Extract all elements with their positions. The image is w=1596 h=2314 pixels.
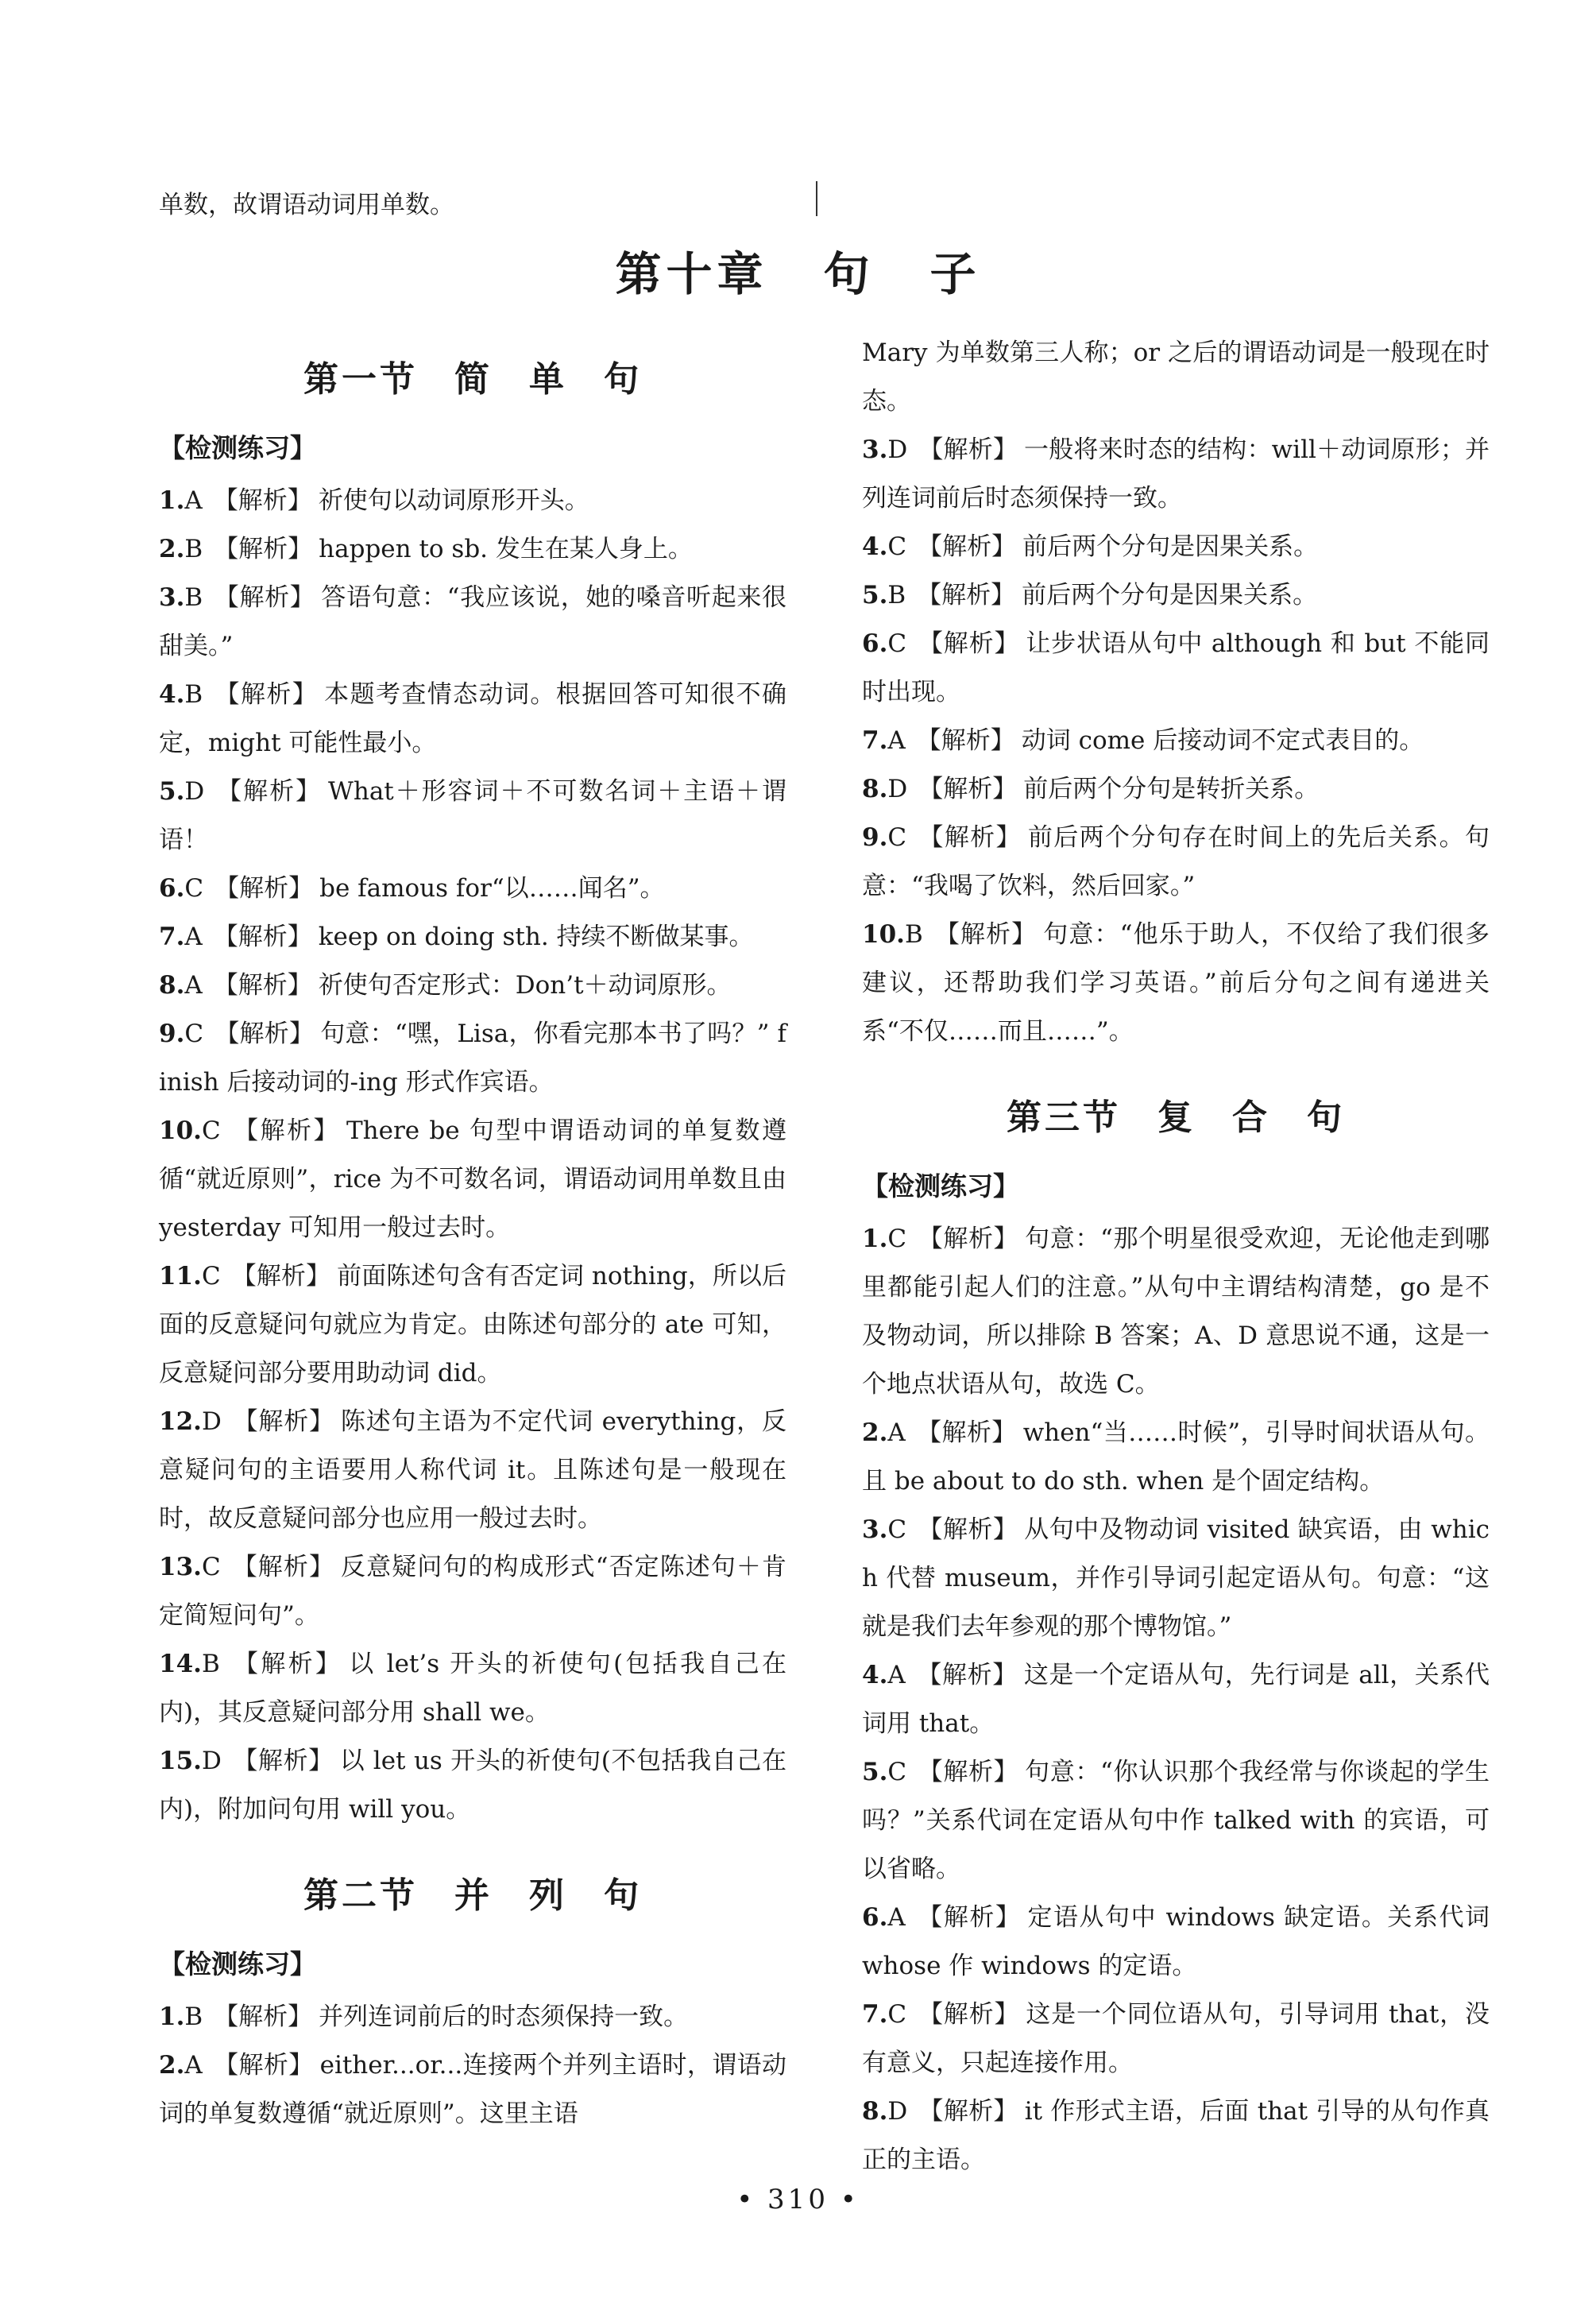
analysis-text: it 作形式主语，后面 that 引导的从句作真正的主语。	[862, 2097, 1490, 2174]
analysis-tag: 【解析】	[232, 1407, 334, 1436]
answer-choice: C	[887, 1758, 907, 1786]
answer-choice: A	[887, 726, 906, 755]
answer-number: 9.	[159, 1020, 185, 1048]
section-title-part: 第二节	[303, 1875, 418, 1916]
analysis-tag: 【解析】	[232, 1747, 334, 1775]
answer-item	[159, 1107, 786, 1252]
answer-number: 3.	[862, 435, 888, 464]
answer-number: 7.	[159, 923, 185, 951]
answer-choice: C	[184, 874, 204, 903]
answer-choice: C	[201, 1262, 221, 1290]
section-title-simple-sentence	[159, 340, 786, 420]
answer-item	[159, 865, 786, 913]
answer-item	[862, 765, 1490, 814]
answer-item	[862, 1748, 1490, 1894]
section-title-part: 第一节	[303, 359, 418, 400]
analysis-text: 从句中及物动词 visited 缺宾语，由 which 代替 museum，并作引导词引起定语从句。句意：“这就是我们去年参观的那个博物馆。”	[862, 1515, 1490, 1641]
section2-answer-list	[159, 1993, 786, 2138]
answer-item	[159, 768, 786, 865]
left-column	[159, 340, 786, 2138]
answer-choice: B	[184, 583, 203, 612]
answer-choice: A	[184, 971, 203, 1000]
analysis-text: 祈使句以动词原形开头。	[318, 486, 589, 515]
answer-choice: C	[887, 532, 907, 561]
answer-number: 3.	[862, 1515, 888, 1544]
page-number: • 310 •	[736, 2184, 860, 2215]
right-column	[862, 329, 1490, 2184]
carry-over-text: 单数，故谓语动词用单数。	[159, 191, 454, 219]
answer-item	[159, 477, 786, 525]
answer-item	[159, 525, 786, 574]
analysis-text: 前后两个分句是因果关系。	[1022, 532, 1319, 561]
answer-number: 4.	[862, 532, 888, 561]
answer-item	[862, 1215, 1490, 1409]
answer-item	[862, 426, 1490, 523]
answer-number: 8.	[862, 2097, 888, 2126]
answer-number: 1.	[159, 486, 185, 515]
answer-choice: A	[184, 923, 203, 951]
analysis-text: There be 句型中谓语动词的单复数遵循“就近原则”，rice 为不可数名词，谓语动词用单数且由 yesterday 可知用一般过去时。	[159, 1116, 786, 1242]
section-title-part: 单	[529, 359, 567, 400]
analysis-text: 前后两个分句存在时间上的先后关系。句意：“我喝了饮料，然后回家。”	[862, 823, 1490, 900]
analysis-tag: 【解析】	[214, 2002, 313, 2031]
answer-item	[862, 717, 1490, 765]
analysis-tag: 【解析】	[213, 923, 312, 951]
analysis-text: 一般将来时态的结构：will＋动词原形；并列连词前后时态须保持一致。	[862, 435, 1490, 513]
answer-choice: B	[184, 2002, 203, 2031]
analysis-tag: 【解析】	[213, 971, 312, 1000]
answer-item	[862, 1651, 1490, 1748]
analysis-tag: 【解析】	[231, 1553, 335, 1581]
chapter-title-part: 第十章	[615, 247, 768, 301]
section2-answer-list-continued	[862, 426, 1490, 1056]
analysis-text: 句意：“你认识那个我经常与你谈起的学生吗？”关系代词在定语从句中作 talked with 的宾语，可以省略。	[862, 1758, 1490, 1883]
answer-choice: A	[887, 1418, 906, 1447]
answer-choice: B	[184, 680, 203, 709]
answer-item	[862, 1991, 1490, 2088]
answer-choice: C	[887, 629, 907, 658]
analysis-tag: 【解析】	[213, 2051, 314, 2080]
answer-choice: A	[184, 2051, 203, 2080]
answer-choice: D	[201, 1747, 222, 1775]
section3-answer-list	[862, 1215, 1490, 2184]
section1-answer-list	[159, 477, 786, 1834]
analysis-text: 反意疑问句的构成形式“否定陈述句＋肯定简短问句”。	[159, 1553, 786, 1630]
analysis-tag: 【解析】	[230, 1650, 343, 1678]
answer-number: 9.	[862, 823, 888, 852]
analysis-text: 句意：“那个明星很受欢迎，无论他走到哪里都能引起人们的注意。”从句中主谓结构清楚，go 是不及物动词，所以排除 B 答案；A、D 意思说不通，这是一个地点状语从句，故选 C。	[862, 1225, 1490, 1399]
answer-item	[159, 574, 786, 671]
answer-choice: A	[184, 486, 203, 515]
answer-choice: D	[887, 775, 908, 803]
analysis-tag: 【解析】	[918, 775, 1018, 803]
analysis-text: keep on doing sth. 持续不断做某事。	[318, 923, 754, 951]
analysis-tag: 【解析】	[214, 535, 313, 563]
answer-choice: C	[887, 1225, 907, 1253]
answer-number: 8.	[862, 775, 888, 803]
analysis-tag: 【解析】	[231, 1262, 331, 1290]
analysis-text: 本题考查情态动词。根据回答可知很不确定，might 可能性最小。	[159, 680, 787, 757]
answer-choice: C	[184, 1020, 204, 1048]
analysis-text: 陈述句主语为不定代词 everything，反意疑问句的主语要用人称代词 it。且陈述句是一般现在时，故反意疑问部分也应用一般过去时。	[159, 1407, 786, 1533]
answer-item	[862, 1894, 1490, 1991]
answer-choice: C	[201, 1116, 221, 1145]
answer-item	[159, 1543, 786, 1640]
analysis-tag: 【解析】	[916, 1661, 1018, 1689]
section-title-part: 第三节	[1007, 1097, 1121, 1138]
analysis-tag: 【解析】	[214, 680, 319, 709]
analysis-tag: 【解析】	[916, 1903, 1022, 1932]
analysis-tag: 【解析】	[214, 583, 315, 612]
section-title-part: 句	[604, 359, 642, 400]
chapter-title	[0, 237, 1596, 304]
analysis-tag: 【解析】	[916, 726, 1015, 755]
answer-number: 14.	[159, 1650, 202, 1678]
answer-number: 4.	[862, 1661, 888, 1689]
answer-item	[862, 911, 1490, 1056]
answer-item	[862, 1506, 1490, 1651]
answer-number: 2.	[159, 2051, 185, 2080]
answer-choice: C	[201, 1553, 221, 1581]
answer-number: 7.	[862, 2000, 888, 2029]
analysis-text: 这是一个定语从句，先行词是 all，关系代词用 that。	[862, 1661, 1490, 1738]
analysis-text: What＋形容词＋不可数名词＋主语＋谓语！	[159, 777, 786, 854]
answer-number: 10.	[159, 1116, 202, 1145]
analysis-text: 句意：“嘿，Lisa，你看完那本书了吗？” finish 后接动词的-ing 形式作宾语。	[159, 1020, 787, 1097]
analysis-text: 前后两个分句是转折关系。	[1023, 775, 1320, 803]
analysis-text: 让步状语从句中 although 和 but 不能同时出现。	[862, 629, 1490, 706]
analysis-text: 以 let us 开头的祈使句(不包括我自己在内)，附加问句用 will you。	[159, 1747, 787, 1824]
answer-number: 5.	[862, 1758, 888, 1786]
answer-choice: D	[887, 2097, 908, 2126]
section-title-part: 并	[454, 1875, 493, 1916]
answer-number: 15.	[159, 1747, 202, 1775]
answer-number: 11.	[159, 1262, 202, 1290]
section-title-part: 复	[1157, 1097, 1196, 1138]
continued-explanation: Mary 为单数第三人称；or 之后的谓语动词是一般现在时态。	[862, 339, 1490, 416]
analysis-text: 答语句意：“我应该说，她的嗓音听起来很甜美。”	[159, 583, 786, 660]
answer-number: 4.	[159, 680, 185, 709]
answer-choice: C	[887, 823, 907, 852]
analysis-text: be famous for“以……闻名”。	[319, 874, 665, 903]
answer-choice: D	[184, 777, 205, 806]
answer-number: 2.	[862, 1418, 888, 1447]
answer-item	[159, 1398, 786, 1543]
analysis-tag: 【解析】	[214, 1020, 315, 1048]
answer-number: 8.	[159, 971, 185, 1000]
answer-number: 1.	[159, 2002, 185, 2031]
analysis-text: 动词 come 后接动词不定式表目的。	[1021, 726, 1424, 755]
analysis-text: either...or...连接两个并列主语时，谓语动词的单复数遵循“就近原则”。这里主语	[159, 2051, 786, 2128]
answer-item	[862, 2088, 1490, 2184]
answer-choice: D	[887, 435, 908, 464]
analysis-tag: 【解析】	[918, 532, 1017, 561]
analysis-text: 并列连词前后的时态须保持一致。	[319, 2002, 689, 2031]
answer-choice: A	[887, 1903, 906, 1932]
section-title-part: 简	[454, 359, 493, 400]
analysis-tag: 【解析】	[918, 2000, 1020, 2029]
column-divider	[816, 181, 817, 216]
analysis-text: when“当……时候”，引导时间状语从句。且 be about to do sth. when 是个固定结构。	[862, 1418, 1490, 1496]
chapter-title-part: 句	[823, 247, 875, 301]
analysis-tag: 【解析】	[918, 1225, 1019, 1253]
answer-item	[862, 620, 1490, 717]
answer-choice: D	[201, 1407, 222, 1436]
analysis-tag: 【解析】	[214, 874, 314, 903]
analysis-tag: 【解析】	[918, 629, 1020, 658]
answer-item	[862, 1409, 1490, 1506]
answer-choice: B	[201, 1650, 220, 1678]
answer-item	[159, 671, 786, 768]
answer-choice: B	[887, 581, 906, 609]
answer-number: 5.	[862, 581, 888, 609]
analysis-tag: 【解析】	[918, 2097, 1018, 2126]
chapter-title-part: 子	[929, 247, 981, 301]
answer-item	[862, 523, 1490, 571]
answer-number: 3.	[159, 583, 185, 612]
answer-item	[159, 1252, 786, 1398]
answer-number: 10.	[862, 920, 905, 949]
answer-number: 13.	[159, 1553, 202, 1581]
section-title-compound-sentence	[159, 1856, 786, 1936]
analysis-tag: 【解析】	[215, 777, 322, 806]
answer-choice: B	[184, 535, 203, 563]
answer-item	[862, 814, 1490, 911]
analysis-text: 前面陈述句含有否定词 nothing，所以后面的反意疑问句就应为肯定。由陈述句部分的 ate 可知，反意疑问部分要用助动词 did。	[159, 1262, 786, 1387]
analysis-text: 前后两个分句是因果关系。	[1022, 581, 1318, 609]
answer-choice: A	[887, 1661, 906, 1689]
exercise-heading: 【检测练习】	[159, 1948, 316, 1979]
analysis-tag: 【解析】	[917, 581, 1016, 609]
analysis-text: 以 let’s 开头的祈使句(包括我自己在内)，其反意疑问部分用 shall we。	[159, 1650, 786, 1727]
analysis-tag: 【解析】	[916, 1418, 1017, 1447]
analysis-tag: 【解析】	[918, 1515, 1018, 1544]
answer-number: 6.	[862, 629, 888, 658]
answer-number: 6.	[862, 1903, 888, 1932]
section-title-part: 合	[1232, 1097, 1270, 1138]
section-title-part: 列	[529, 1875, 567, 1916]
answer-number: 2.	[159, 535, 185, 563]
exercise-heading: 【检测练习】	[159, 432, 316, 463]
analysis-text: 祈使句否定形式：Don’t＋动词原形。	[318, 971, 732, 1000]
analysis-tag: 【解析】	[231, 1116, 340, 1145]
answer-choice: B	[904, 920, 923, 949]
analysis-tag: 【解析】	[213, 486, 312, 515]
answer-item	[159, 2041, 786, 2138]
answer-item	[159, 1010, 786, 1107]
analysis-text: 句意：“他乐于助人，不仅给了我们很多建议，还帮助我们学习英语。”前后分句之间有递进关系“不仅……而且……”。	[862, 920, 1490, 1046]
answer-number: 6.	[159, 874, 185, 903]
answer-number: 1.	[862, 1225, 888, 1253]
answer-number: 5.	[159, 777, 185, 806]
analysis-text: 定语从句中 windows 缺定语。关系代词 whose 作 windows 的定语。	[862, 1903, 1490, 1980]
section-title-part: 句	[1307, 1097, 1345, 1138]
analysis-tag: 【解析】	[933, 920, 1038, 949]
exercise-heading: 【检测练习】	[862, 1171, 1019, 1202]
answer-number: 12.	[159, 1407, 202, 1436]
analysis-text: 这是一个同位语从句，引导词用 that，没有意义，只起连接作用。	[862, 2000, 1490, 2077]
answer-choice: C	[887, 2000, 907, 2029]
answer-item	[159, 913, 786, 962]
answer-item	[159, 1640, 786, 1737]
answer-item	[159, 962, 786, 1010]
analysis-text: happen to sb. 发生在某人身上。	[319, 535, 693, 563]
section-title-part: 句	[604, 1875, 642, 1916]
answer-number: 7.	[862, 726, 888, 755]
section-title-complex-sentence	[862, 1078, 1490, 1158]
analysis-tag: 【解析】	[918, 435, 1018, 464]
answer-item	[159, 1737, 786, 1834]
answer-item	[862, 571, 1490, 620]
analysis-tag: 【解析】	[918, 823, 1022, 852]
answer-item	[159, 1993, 786, 2041]
answer-choice: C	[887, 1515, 907, 1544]
analysis-tag: 【解析】	[918, 1758, 1019, 1786]
